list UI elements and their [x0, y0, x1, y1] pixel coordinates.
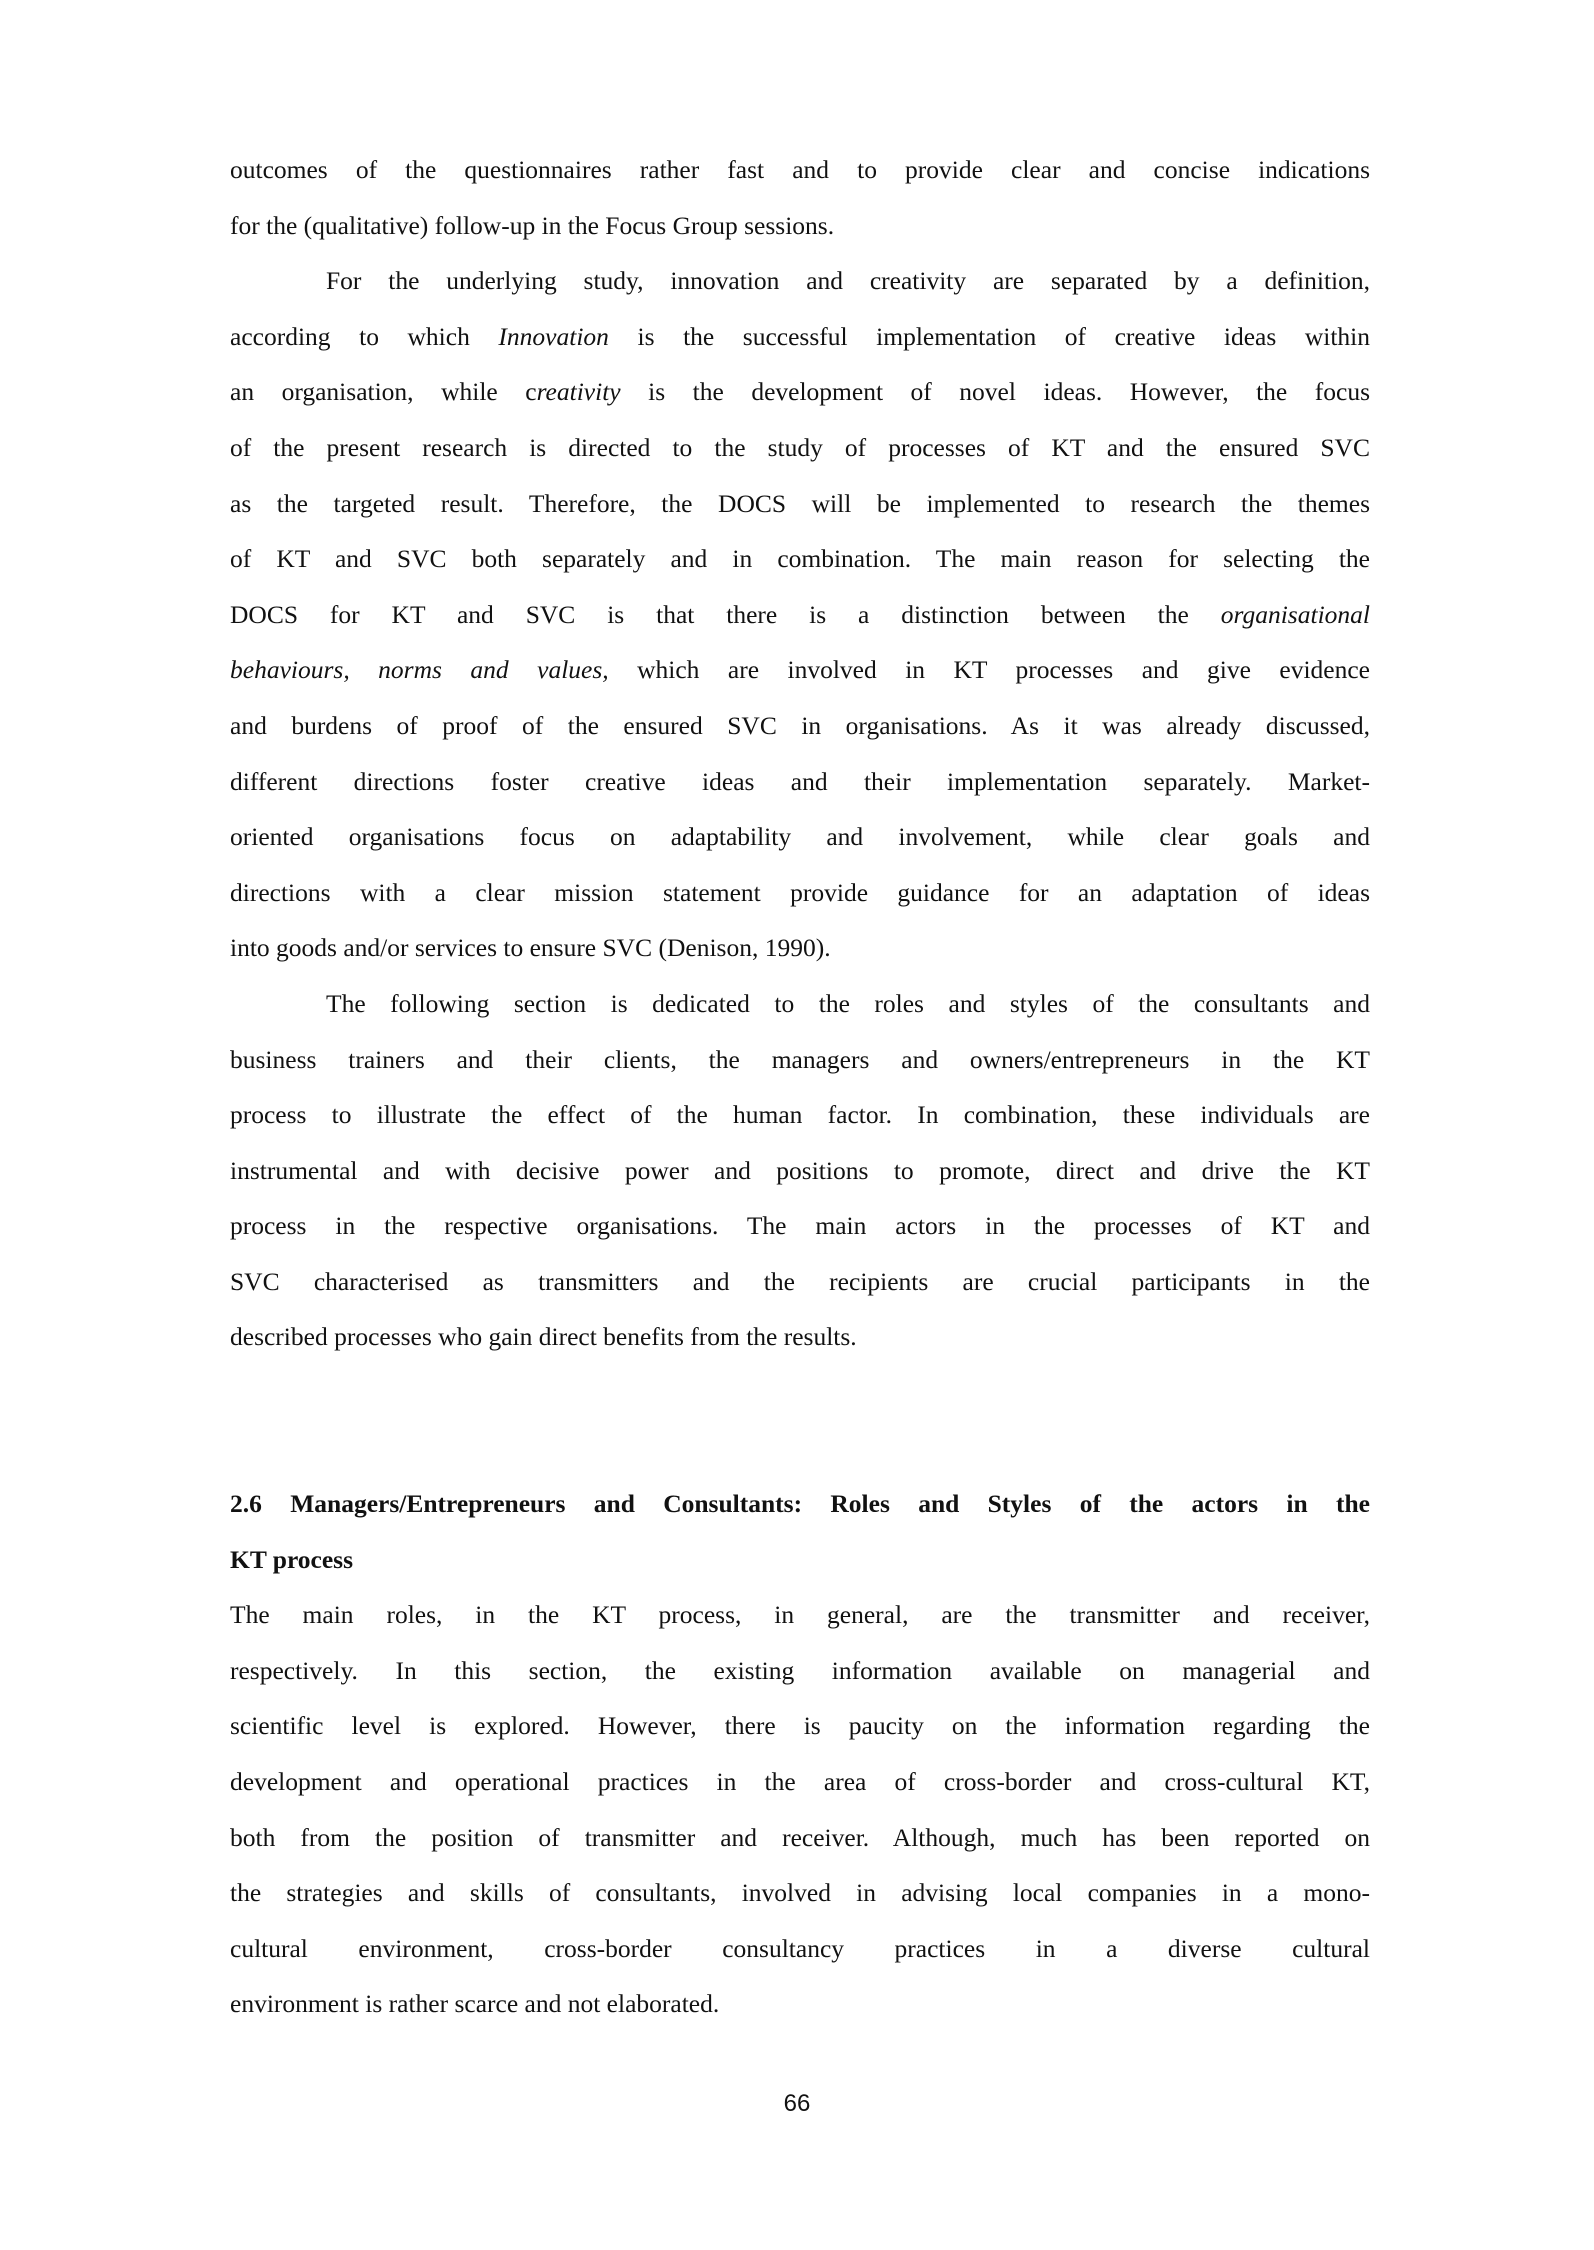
text-line [230, 754, 1370, 810]
text-run: For the underlying study, innovation and creativity are separated by a definition, [326, 266, 1370, 296]
text-run: described processes who gain direct benefits from the results. [230, 1322, 857, 1352]
paragraph [230, 253, 1370, 976]
text-run: directions with a clear mission statement provide guidance for an adaptation of ideas [230, 877, 1370, 907]
text-run: process to illustrate the effect of the human factor. In combination, these individuals are [230, 1100, 1370, 1130]
text-run: development and operational practices in the area of cross-border and cross-cultural KT, [230, 1767, 1370, 1797]
text-line [230, 1032, 1370, 1088]
paragraph [230, 976, 1370, 1365]
text-line [230, 865, 1370, 921]
document-page [230, 142, 1370, 2032]
text-run: DOCS for KT and SVC is that there is a distinction between the [230, 599, 1221, 629]
text-run: for the (qualitative) follow-up in the Focus Group sessions. [230, 210, 835, 240]
text-line [230, 698, 1370, 754]
text-line [230, 253, 1370, 309]
text-run: which are involved in KT processes and give evidence [608, 655, 1370, 685]
paragraph [230, 142, 1370, 253]
text-line [230, 142, 1370, 198]
text-run: cultural environment, cross-border consultancy practices in a diverse cultural [230, 1933, 1370, 1963]
text-run: process in the respective organisations. The main actors in the processes of KT and [230, 1211, 1370, 1241]
text-line [230, 198, 1370, 254]
text-run: is the development of novel ideas. However, the focus [620, 377, 1370, 407]
text-line [230, 920, 1370, 976]
text-line [230, 476, 1370, 532]
text-run: is the successful implementation of creative ideas within [608, 321, 1370, 351]
text-run: The following section is dedicated to the roles and styles of the consultants and [326, 988, 1370, 1018]
section-gap [230, 1365, 1370, 1476]
text-line [230, 1476, 1370, 1532]
text-run: and burdens of proof of the ensured SVC in organisations. As it was already discussed, [230, 710, 1370, 740]
text-line [230, 1921, 1370, 1977]
text-line [230, 1643, 1370, 1699]
text-line [230, 1865, 1370, 1921]
page-number: 66 [783, 2090, 811, 2117]
text-run: instrumental and with decisive power and positions to promote, direct and drive the KT [230, 1155, 1370, 1185]
paragraph [230, 1587, 1370, 2032]
text-run: The main roles, in the KT process, in general, are the transmitter and receiver, [230, 1600, 1370, 1630]
text-run: outcomes of the questionnaires rather fast and to provide clear and concise indications [230, 155, 1370, 184]
text-line [230, 531, 1370, 587]
text-line [230, 976, 1370, 1032]
text-line [230, 1810, 1370, 1866]
text-line [230, 1254, 1370, 1310]
text-line [230, 1698, 1370, 1754]
text-line [230, 587, 1370, 643]
text-run: into goods and/or services to ensure SVC (Denison, 1990). [230, 933, 831, 963]
text-line [230, 1143, 1370, 1199]
text-run: according to which [230, 321, 499, 351]
text-run: oriented organisations focus on adaptability and involvement, while clear goals and [230, 822, 1370, 852]
text-line [230, 1754, 1370, 1810]
text-line [230, 1309, 1370, 1365]
text-line [230, 1532, 1370, 1588]
text-run: different directions foster creative ideas and their implementation separately. Market- [230, 766, 1370, 796]
text-line [230, 364, 1370, 420]
text-run: environment is rather scarce and not elaborated. [230, 1989, 720, 2019]
text-line [230, 309, 1370, 365]
text-line [230, 809, 1370, 865]
text-run: an organisation, while c [230, 377, 537, 407]
text-run: scientific level is explored. However, there is paucity on the information regarding the [230, 1711, 1370, 1741]
italic-text: Innovation [498, 321, 609, 351]
text-run: business trainers and their clients, the managers and owners/entrepreneurs in the KT [230, 1044, 1370, 1074]
text-run: 2.6 Managers/Entrepreneurs and Consultants: Roles and Styles of the actors in the [230, 1489, 1370, 1519]
italic-text: behaviours, norms and values, [230, 655, 609, 685]
text-run: both from the position of transmitter and receiver. Although, much has been reported on [230, 1822, 1370, 1852]
text-run: as the targeted result. Therefore, the DOCS will be implemented to research the themes [230, 488, 1370, 518]
italic-text: reativity [536, 377, 621, 407]
text-run: KT process [230, 1544, 354, 1574]
text-run: of the present research is directed to the study of processes of KT and the ensured SVC [230, 432, 1370, 462]
text-line [230, 1198, 1370, 1254]
text-line [230, 420, 1370, 476]
text-run: of KT and SVC both separately and in combination. The main reason for selecting the [230, 544, 1370, 574]
text-line [230, 642, 1370, 698]
text-run: the strategies and skills of consultants, involved in advising local companies in a mono- [230, 1878, 1370, 1908]
text-run: respectively. In this section, the existing information available on managerial and [230, 1655, 1370, 1685]
text-line [230, 1976, 1370, 2032]
text-run: SVC characterised as transmitters and the recipients are crucial participants in the [230, 1266, 1370, 1296]
text-line [230, 1587, 1370, 1643]
text-line [230, 1087, 1370, 1143]
section-heading [230, 1476, 1370, 1587]
italic-text: organisational [1220, 599, 1370, 629]
